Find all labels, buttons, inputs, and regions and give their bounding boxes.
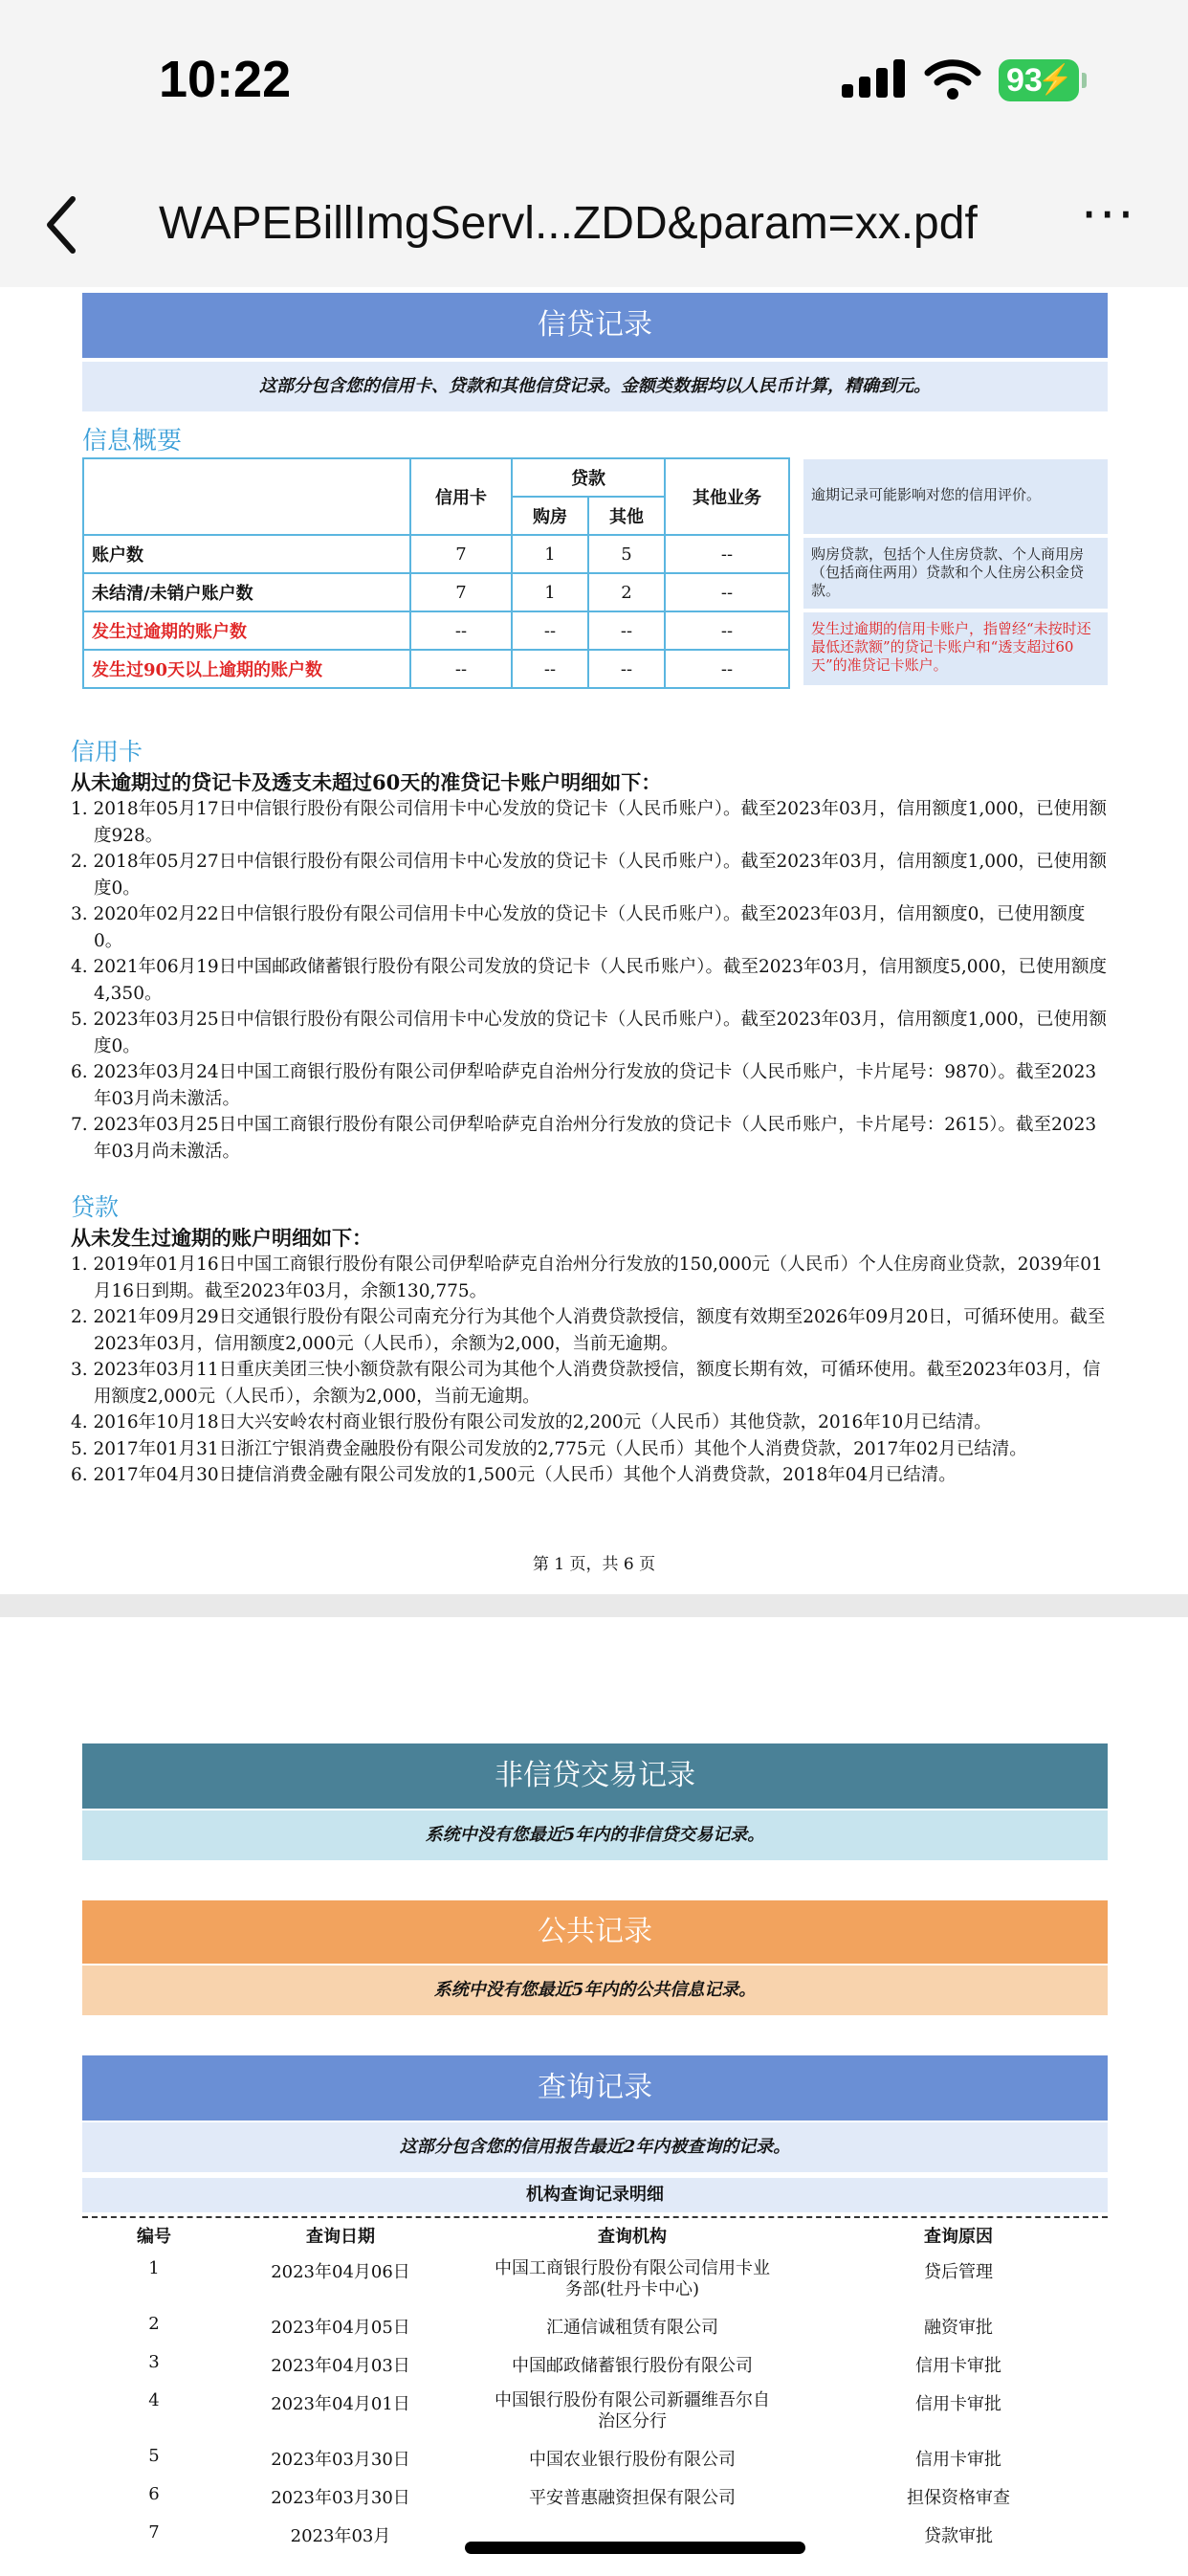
cell-biz: -- <box>665 535 789 573</box>
cell-biz: -- <box>665 573 789 611</box>
loan-section-title: 贷款 <box>71 1193 120 1221</box>
cell-card: -- <box>410 611 512 650</box>
cell-number: 7 <box>148 2522 160 2543</box>
row-label: 未结清/未销户账户数 <box>83 573 410 611</box>
cell-reason: 信用卡审批 <box>915 2356 1001 2376</box>
wifi-icon <box>924 57 981 100</box>
table-row <box>82 2385 1108 2440</box>
list-item: 3. 2020年02月22日中信银行股份有限公司信用卡中心发放的贷记卡（人民币账户）。截至2023年03月，信用额度0，已使用额度0。 <box>71 904 1086 951</box>
cell-reason: 担保资格审查 <box>907 2488 1010 2508</box>
overview-corner <box>83 458 410 535</box>
charging-bolt-icon: ⚡ <box>1037 64 1073 96</box>
cell-card: 7 <box>410 535 512 573</box>
public-section-subtitle: 系统中没有您最近5年内的公共信息记录。 <box>82 1965 1108 2015</box>
noncredit-section-subtitle: 系统中没有您最近5年内的非信贷交易记录。 <box>82 1810 1108 1860</box>
cell-card: -- <box>410 650 512 688</box>
list-item: 3. 2023年03月11日重庆美团三快小额贷款有限公司为其他个人消费贷款授信，额度长期有效，可循环使用。截至2023年03月，信用额度2,000元（人民币），余额为2,000，当前无逾期。 <box>71 1360 1101 1407</box>
list-item: 1. 2018年05月17日中信银行股份有限公司信用卡中心发放的贷记卡（人民币账户）。截至2023年03月，信用额度1,000，已使用额度928。 <box>71 799 1108 846</box>
noncredit-section-header: 非信贷交易记录 <box>82 1743 1108 1809</box>
table-row <box>83 611 789 650</box>
cell-house: 1 <box>512 573 588 611</box>
list-item: 2. 2018年05月27日中信银行股份有限公司信用卡中心发放的贷记卡（人民币账户）。截至2023年03月，信用额度1,000，已使用额度0。 <box>71 852 1108 899</box>
cell-reason: 信用卡审批 <box>915 2450 1001 2470</box>
header-house: 购房 <box>512 497 588 535</box>
row-label: 账户数 <box>83 535 410 573</box>
cell-number: 5 <box>148 2446 160 2466</box>
list-item: 5. 2023年03月25日中信银行股份有限公司信用卡中心发放的贷记卡（人民币账户）。截至2023年03月，信用额度1,000，已使用额度0。 <box>71 1010 1108 1056</box>
cell-reason: 贷后管理 <box>924 2262 993 2282</box>
more-options-icon[interactable]: ··· <box>1081 185 1136 245</box>
overview-note-3: 发生过逾期的信用卡账户，指曾经“未按时还最低还款额”的贷记卡账户和“透支超过60天”的准贷记卡账户。 <box>803 612 1108 685</box>
query-table <box>82 2218 1108 2555</box>
cell-other: -- <box>588 650 665 688</box>
battery-indicator <box>999 59 1079 101</box>
table-row <box>82 2308 1108 2346</box>
cell-biz: -- <box>665 611 789 650</box>
overview-title: 信息概要 <box>82 427 183 455</box>
cellular-signal-icon <box>842 59 913 98</box>
cell-house: -- <box>512 611 588 650</box>
query-section-subtitle: 这部分包含您的信用报告最近2年内被查询的记录。 <box>82 2122 1108 2172</box>
table-row <box>82 2478 1108 2517</box>
cell-date: 2023年03月 <box>290 2526 391 2546</box>
credit-card-list-heading: 从未逾期过的贷记卡及透支未超过60天的准贷记卡账户明细如下： <box>71 770 662 794</box>
cell-date: 2023年04月06日 <box>271 2262 410 2282</box>
table-row <box>82 2346 1108 2385</box>
list-item: 1. 2019年01月16日中国工商银行股份有限公司伊犁哈萨克自治州分行发放的150,000元（人民币）个人住房商业贷款，2039年01月16日到期。截至2023年03月，余额130,775。 <box>71 1255 1103 1301</box>
list-item: 2. 2021年09月29日交通银行股份有限公司南充分行为其他个人消费贷款授信，额度有效期至2026年09月20日，可循环使用。截至2023年03月，信用额度2,000元（人民币），余额为2,000，当前无逾期。 <box>71 1307 1106 1354</box>
overview-table <box>82 457 790 689</box>
cell-institution: 平安普惠融资担保有限公司 <box>529 2488 736 2508</box>
cell-institution: 中国工商银行股份有限公司信用卡业务部(牡丹卡中心) <box>495 2258 770 2299</box>
loan-list <box>71 1252 1113 1489</box>
pdf-page-1 <box>0 287 1188 1594</box>
cell-reason: 贷款审批 <box>924 2526 993 2546</box>
home-indicator[interactable] <box>465 2542 805 2554</box>
cell-reason: 信用卡审批 <box>915 2394 1001 2414</box>
list-item: 6. 2023年03月24日中国工商银行股份有限公司伊犁哈萨克自治州分行发放的贷记卡（人民币账户，卡片尾号：9870）。截至2023年03月尚未激活。 <box>71 1062 1097 1109</box>
status-time: 10:22 <box>159 51 292 108</box>
cell-number: 1 <box>148 2258 160 2278</box>
cell-institution: 中国农业银行股份有限公司 <box>529 2450 736 2470</box>
header-reason: 查询原因 <box>924 2227 993 2247</box>
cell-number: 3 <box>148 2352 160 2372</box>
header-other-business: 其他业务 <box>665 458 789 535</box>
cell-institution: 中国银行股份有限公司新疆维吾尔自治区分行 <box>495 2390 770 2432</box>
cell-date: 2023年04月05日 <box>271 2318 410 2338</box>
list-item: 4. 2021年06月19日中国邮政储蓄银行股份有限公司发放的贷记卡（人民币账户）。截至2023年03月，信用额度5,000，已使用额度4,350。 <box>71 957 1108 1004</box>
overview-note-2: 购房贷款，包括个人住房贷款、个人商用房（包括商住两用）贷款和个人住房公积金贷款。 <box>803 538 1108 609</box>
query-table-title: 机构查询记录明细 <box>82 2178 1108 2212</box>
cell-other: 5 <box>588 535 665 573</box>
header-institution: 查询机构 <box>598 2227 667 2247</box>
credit-section-header: 信贷记录 <box>82 293 1108 358</box>
table-row <box>82 2253 1108 2308</box>
pdf-page-2 <box>0 1617 1188 2576</box>
cell-house: -- <box>512 650 588 688</box>
list-item: 6. 2017年04月30日捷信消费金融有限公司发放的1,500元（人民币）其他个人消费贷款，2018年04月已结清。 <box>71 1465 957 1485</box>
cell-date: 2023年04月03日 <box>271 2356 410 2376</box>
query-section-header: 查询记录 <box>82 2055 1108 2121</box>
battery-tip <box>1082 73 1087 88</box>
list-item: 5. 2017年01月31日浙江宁银消费金融股份有限公司发放的2,775元（人民币）其他个人消费贷款，2017年02月已结清。 <box>71 1438 1027 1459</box>
cell-other: 2 <box>588 573 665 611</box>
header-date: 查询日期 <box>306 2227 375 2247</box>
row-label: 发生过逾期的账户数 <box>83 611 410 650</box>
cell-number: 4 <box>148 2390 160 2410</box>
header-loan: 贷款 <box>512 458 665 497</box>
table-row <box>83 535 789 573</box>
loan-list-heading: 从未发生过逾期的账户明细如下： <box>71 1226 372 1250</box>
credit-card-section-title: 信用卡 <box>71 738 143 766</box>
credit-card-list <box>71 796 1113 1165</box>
public-section-header: 公共记录 <box>82 1900 1108 1964</box>
cell-other: -- <box>588 611 665 650</box>
cell-date: 2023年03月30日 <box>271 2488 410 2508</box>
cell-date: 2023年04月01日 <box>271 2394 410 2414</box>
cell-institution: 中国邮政储蓄银行股份有限公司 <box>512 2356 753 2376</box>
cell-number: 2 <box>148 2314 160 2334</box>
header-number: 编号 <box>137 2227 171 2247</box>
document-title: WAPEBillImgServl...ZDD&param=xx.pdf <box>159 198 978 249</box>
cell-date: 2023年03月30日 <box>271 2450 410 2470</box>
cell-card: 7 <box>410 573 512 611</box>
table-row <box>82 2440 1108 2478</box>
table-row <box>83 573 789 611</box>
cell-reason: 融资审批 <box>924 2318 993 2338</box>
header-credit-card: 信用卡 <box>410 458 512 535</box>
cell-institution: 汇通信诚租赁有限公司 <box>546 2318 718 2338</box>
cell-number: 6 <box>148 2484 160 2504</box>
row-label: 发生过90天以上逾期的账户数 <box>83 650 410 688</box>
cell-house: 1 <box>512 535 588 573</box>
back-chevron-icon[interactable] <box>38 191 86 258</box>
list-item: 4. 2016年10月18日大兴安岭农村商业银行股份有限公司发放的2,200元（人民币）其他贷款，2016年10月已结清。 <box>71 1412 992 1432</box>
top-bar <box>0 0 1188 287</box>
header-other: 其他 <box>588 497 665 535</box>
list-item: 7. 2023年03月25日中国工商银行股份有限公司伊犁哈萨克自治州分行发放的贷记卡（人民币账户，卡片尾号：2615）。截至2023年03月尚未激活。 <box>71 1115 1097 1162</box>
battery-level: 93 <box>1006 62 1043 99</box>
credit-section-subtitle: 这部分包含您的信用卡、贷款和其他信贷记录。金额类数据均以人民币计算，精确到元。 <box>82 362 1108 411</box>
table-row <box>83 650 789 688</box>
overview-note-1: 逾期记录可能影响对您的信用评价。 <box>803 459 1108 534</box>
page-number: 第 1 页，共 6 页 <box>532 1555 656 1574</box>
cell-biz: -- <box>665 650 789 688</box>
